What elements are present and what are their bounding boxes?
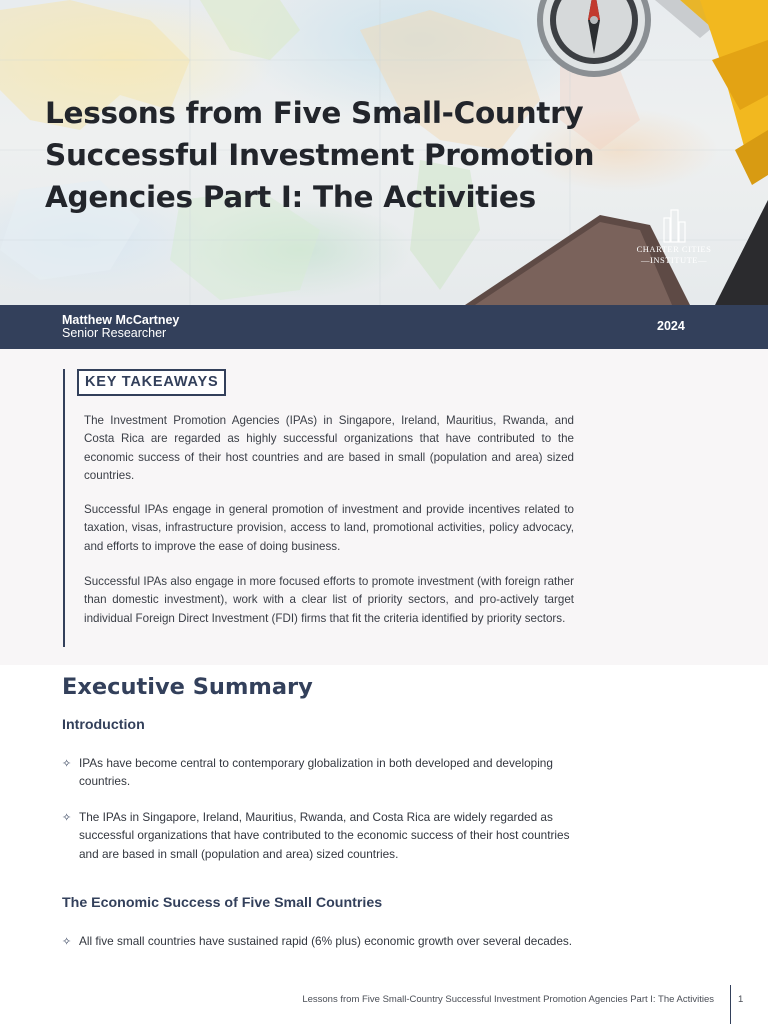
footer-divider xyxy=(730,985,731,1024)
page-number: 1 xyxy=(738,994,744,1005)
footer-title: Lessons from Five Small-Country Successful Investment Promotion Agencies Part I: The Activities xyxy=(302,994,714,1005)
diamond-bullet-icon: ✧ xyxy=(62,758,72,770)
introduction-heading: Introduction xyxy=(62,717,145,733)
cover-hero xyxy=(0,0,768,305)
takeaways-divider xyxy=(63,369,65,647)
logo-name: CHARTER CITIES xyxy=(636,244,712,254)
diamond-bullet-icon: ✧ xyxy=(62,936,72,948)
economic-success-heading: The Economic Success of Five Small Countries xyxy=(62,895,383,911)
list-item: ✧ IPAs have become central to contemporary globalization in both developed and developing countries. xyxy=(62,756,553,789)
list-item: ✧ The IPAs in Singapore, Ireland, Mauritius, Rwanda, and Costa Rica are widely regarded as successful organizations that have contributed to the economic success of their host countries and are based in small (population and area) sized countries. xyxy=(62,810,570,861)
takeaway-paragraph: Successful IPAs engage in general promotion of investment and provide incentives related to taxation, visas, infrastructure provision, access to land, promotional activities, policy advocacy, and efforts to improve the ease of doing business. xyxy=(84,503,574,553)
takeaway-paragraph: Successful IPAs also engage in more focused efforts to promote investment (with foreign rather than domestic investment), work with a clear list of priority sectors, and pro-actively target individual Foreign Direct Investment (FDI) firms that fit the criteria identified by priority sectors. xyxy=(84,575,574,625)
key-takeaways-heading: KEY TAKEAWAYS xyxy=(77,369,226,396)
list-item: ✧ All five small countries have sustained rapid (6% plus) economic growth over several decades. xyxy=(62,932,582,950)
publisher-logo xyxy=(636,208,712,266)
publication-year: 2024 xyxy=(657,319,685,333)
executive-summary-title: Executive Summary xyxy=(62,674,313,700)
compass-icon xyxy=(537,0,651,77)
author-role: Senior Researcher xyxy=(62,326,167,340)
author-band xyxy=(0,305,768,349)
author-name: Matthew McCartney xyxy=(62,313,180,327)
diamond-bullet-icon: ✧ xyxy=(62,812,72,824)
key-takeaways-panel xyxy=(0,349,768,665)
toy-plane-icon xyxy=(700,0,768,185)
document-title: Lessons from Five Small-Country Successful Investment Promotion Agencies Part I: The Activities xyxy=(45,96,595,214)
takeaway-paragraph: The Investment Promotion Agencies (IPAs) in Singapore, Ireland, Mauritius, Rwanda, and Costa Rica are regarded as highly successful organizations that have contributed to the economic success of their host countries and are based in small (population and area) sized countries. xyxy=(84,414,574,482)
logo-sub: —INSTITUTE— xyxy=(641,255,707,265)
